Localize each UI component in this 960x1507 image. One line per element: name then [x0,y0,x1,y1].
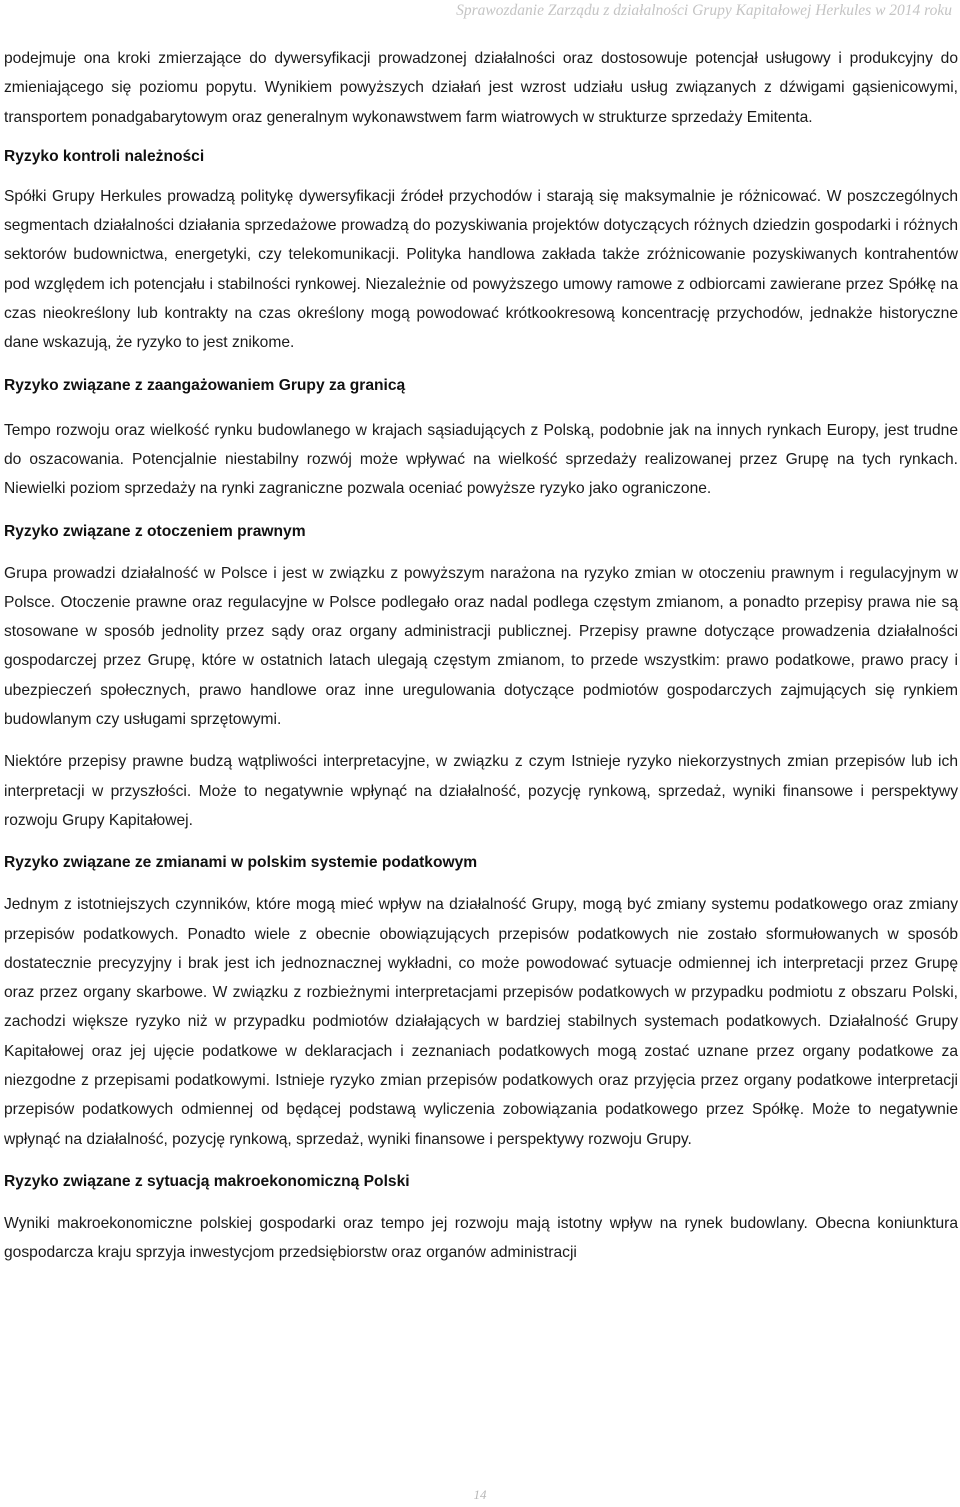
paragraph-tax: Jednym z istotniejszych czynników, które mogą mieć wpływ na działalność Grupy, mogą być zmiany systemu podatkowego oraz zmiany przepisów podatkowych. Ponadto wiele z obecnie obowiązujących przepisów podatkowych nie zostało sformułowanych w sposób dostatecznie precyzyjny i brak jest ich jednoznacznej wykładni, co może powodować sytuacje odmiennej ich interpretacji przez Grupę oraz przez organy skarbowe. W związku z rozbieżnymi interpretacjami przepisów podatkowych w przypadku podmiotu z obszaru Polski, zachodzi większe ryzyko niż w przypadku podmiotów działających w bardziej stabilnych systemach podatkowych. Działalność Grupy Kapitałowej oraz jej ujęcie podatkowe w deklaracjach i zeznaniach podatkowych mogą zostać uznane przez organy podatkowe za niezgodne z przepisami podatkowymi. Istnieje ryzyko zmian przepisów podatkowych oraz przyjęcia przez organy podatkowe interpretacji przepisów podatkowych odmiennej od będącej podstawą wyliczenia zobowiązania podatkowego przez Spółkę. Może to negatywnie wpłynąć na działalność, pozycję rynkową, sprzedaż, wyniki finansowe i perspektywy rozwoju Grupy. [4,896,958,1148]
heading-tax-risk: Ryzyko związane ze zmianami w polskim systemie podatkowym [4,854,478,872]
heading-abroad-risk: Ryzyko związane z zaangażowaniem Grupy za granicą [4,376,406,394]
heading-legal-risk: Ryzyko związane z otoczeniem prawnym [4,522,306,540]
heading-macro-risk: Ryzyko związane z sytuacją makroekonomiczną Polski [4,1172,410,1190]
paragraph-receivables: Spółki Grupy Herkules prowadzą politykę dywersyfikacji źródeł przychodów i starają się maksymalnie je różnicować. W poszczególnych segmentach działalności działania sprzedażowe prowadzą do pozyskiwania projektów dotyczących różnych dziedzin gospodarki i różnych sektorów budownictwa, energetyki, czy telekomunikacji. Polityka handlowa zakłada także zróżnicowanie pozyskiwanych kontrahentów pod względem ich potencjału i stabilności rynkowej. Niezależnie od powyższego umowy ramowe z odbiorcami zawierane przez Spółkę na czas nieokreślony lub kontrakty na czas określony mogą powodować krótkookresową koncentrację przychodów, jednakże historyczne dane wskazują, że ryzyko to jest znikome. [4,187,958,352]
document-body [4,44,958,1268]
paragraph-legal-1: Grupa prowadzi działalność w Polsce i jest w związku z powyższym narażona na ryzyko zmian w otoczeniu prawnym i regulacyjnym w Polsce. Otoczenie prawne oraz regulacyjne w Polsce podlegało oraz nadal podlega częstym zmianom, a ponadto przepisy prawa nie są stosowane w sposób jednolity przez sądy oraz organy administracji publicznej. Przepisy prawne dotyczące prowadzenia działalności gospodarczej przez Grupę, które w ostatnich latach ulegają częstym zmianom, to przede wszystkim: prawo podatkowe, prawo pracy i ubezpieczeń społecznych, prawo handlowe oraz inne uregulowania dotyczące podmiotów gospodarczych zajmujących się rynkiem budowlanym czy usługami sprzętowymi. [4,564,958,729]
page-number: 14 [473,1487,487,1502]
paragraph-intro: podejmuje ona kroki zmierzające do dywersyfikacji prowadzonej działalności oraz dostosowuje potencjał usługowy i produkcyjny do zmieniającego się poziomu popytu. Wynikiem powyższych działań jest wzrost udziału usług związanych z dźwigami gąsienicowymi, transportem ponadgabarytowym oraz generalnym wykonawstwem farm wiatrowych w strukturze sprzedaży Emitenta. [4,50,958,126]
paragraph-abroad: Tempo rozwoju oraz wielkość rynku budowlanego w krajach sąsiadujących z Polską, podobnie jak na innych rynkach Europy, jest trudne do oszacowania. Potencjalnie niestabilny rozwój może wpływać na wielkość sprzedaży realizowanej przez Grupę na tych rynkach. Niewielki poziom sprzedaży na rynki zagraniczne pozwala oceniać powyższe ryzyko jako ograniczone. [4,421,958,498]
paragraph-macro: Wyniki makroekonomiczne polskiej gospodarki oraz tempo jej rozwoju mają istotny wpływ na rynek budowlany. Obecna koniunktura gospodarcza kraju sprzyja inwestycjom przedsiębiorstw oraz organów administracji [4,1214,958,1262]
heading-receivables-risk: Ryzyko kontroli należności [4,147,205,165]
paragraph-legal-2: Niektóre przepisy prawne budzą wątpliwości interpretacyjne, w związku z czym Istnieje ryzyko niekorzystnych zmian przepisów lub ich interpretacji w przyszłości. Może to negatywnie wpłynąć na działalność, pozycję rynkową, sprzedaż, wyniki finansowe i perspektywy rozwoju Grupy Kapitałowej. [4,753,958,829]
running-header: Sprawozdanie Zarządu z działalności Grupy Kapitałowej Herkules w 2014 roku [456,2,952,19]
